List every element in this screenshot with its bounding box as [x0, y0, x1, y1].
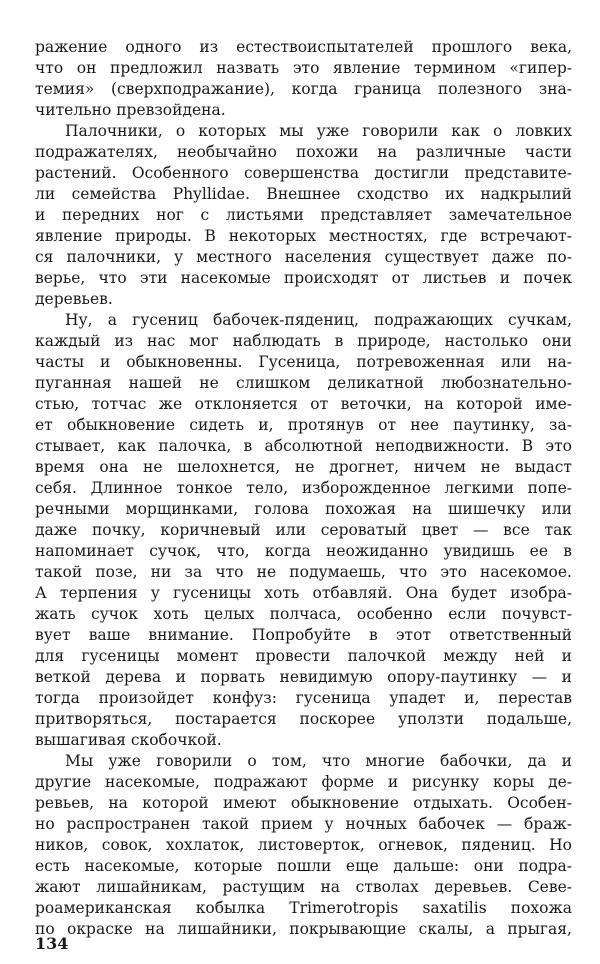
text-line: ся палочники, у местного населения существует даже по- [35, 248, 572, 266]
text-line: стывает, как палочка, в абсолютной неподвижности. В это [35, 437, 572, 455]
text-line: явление природы. В некоторых местностях, где встречают- [35, 227, 572, 245]
text-line: ражение одного из естествоиспытателей прошлого века, [35, 38, 572, 56]
text-line: ет обыкновение сидеть и, протянув от нее паутинку, за- [35, 416, 572, 434]
text-line: притворяться, постарается поскорее уползти подальше, [35, 710, 572, 728]
text-line: жать сучок хоть целых полчаса, особенно если почувст- [35, 605, 572, 623]
text-line: А терпения у гусеницы хоть отбавляй. Она будет изобра- [35, 584, 572, 602]
text-line: деревьев. [35, 290, 113, 308]
text-line: время она не шелохнется, не дрогнет, ничем не выдаст [35, 458, 572, 476]
text-line: по окраске на лишайники, покрывающие скалы, а прыгая, [35, 920, 572, 938]
text-line: пуганная нашей не слишком деликатной любознательно- [35, 374, 572, 392]
text-line: ников, совок, хохлаток, листоверток, огневок, пядениц. Но [35, 836, 572, 854]
paragraph [35, 37, 572, 121]
text-line: растений. Особенного совершенства достигли представите- [35, 164, 572, 182]
text-line: для гусеницы момент провести палочкой между ней и [35, 647, 572, 665]
text-line: что он предложил назвать это явление термином «гипер- [35, 59, 572, 77]
text-line: подражателях, необычайно похожи на различные части [35, 143, 572, 161]
page-number: 134 [35, 934, 69, 953]
text-line: Ну, а гусениц бабочек-пядениц, подражающих сучкам, [65, 311, 572, 329]
text-line: Мы уже говорили о том, что многие бабочки, да и [65, 752, 572, 770]
paragraph [35, 310, 572, 751]
text-line: тогда произойдет конфуз: гусеница упадет и, перестав [35, 689, 572, 707]
text-line: вует ваше внимание. Попробуйте в этот ответственный [35, 626, 572, 644]
paragraph [35, 121, 572, 310]
text-line: веткой дерева и порвать невидимую опору-паутинку — и [35, 668, 572, 686]
text-line: каждый из нас мог наблюдать в природе, настолько они [35, 332, 572, 350]
text-line: другие насекомые, подражают форме и рисунку коры де- [35, 773, 572, 791]
text-line: такой позе, ни за что не подумаешь, что это насекомое. [35, 563, 572, 581]
text-line: жают лишайникам, растущим на стволах деревьев. Севе- [35, 878, 572, 896]
text-line: роамериканская кобылка Trimerotropis saxatilis похожа [35, 899, 572, 917]
text-line: вышагивая скобочкой. [35, 731, 222, 749]
text-line: стью, тотчас же отклоняется от веточки, на которой име- [35, 395, 572, 413]
text-line: темия» (сверхподражание), когда граница полезного зна- [35, 80, 572, 98]
text-line: есть насекомые, которые пошли еще дальше: они подра- [35, 857, 572, 875]
text-line: но распространен такой прием у ночных бабочек — браж- [35, 815, 572, 833]
text-line: и передних ног с листьями представляет замечательное [35, 206, 572, 224]
text-line: даже почку, коричневый или сероватый цвет — все так [35, 521, 572, 539]
paragraph [35, 751, 572, 940]
text-line: часты и обыкновенны. Гусеница, потревоженная или на- [35, 353, 572, 371]
text-line: себя. Длинное тонкое тело, изборожденное легкими попе- [35, 479, 572, 497]
text-line: чительно превзойдена. [35, 101, 226, 119]
text-line: напоминает сучок, что, когда неожиданно увидишь ее в [35, 542, 572, 560]
text-line: ревьев, на которой имеют обыкновение отдыхать. Особен- [35, 794, 572, 812]
text-line: Палочники, о которых мы уже говорили как о ловких [65, 122, 572, 140]
text-line: речными морщинками, голова похожая на шишечку или [35, 500, 572, 518]
text-line: верье, что эти насекомые происходят от листьев и почек [35, 269, 572, 287]
page-body [35, 37, 572, 940]
text-line: ли семейства Phyllidae. Внешнее сходство их надкрылий [35, 185, 572, 203]
